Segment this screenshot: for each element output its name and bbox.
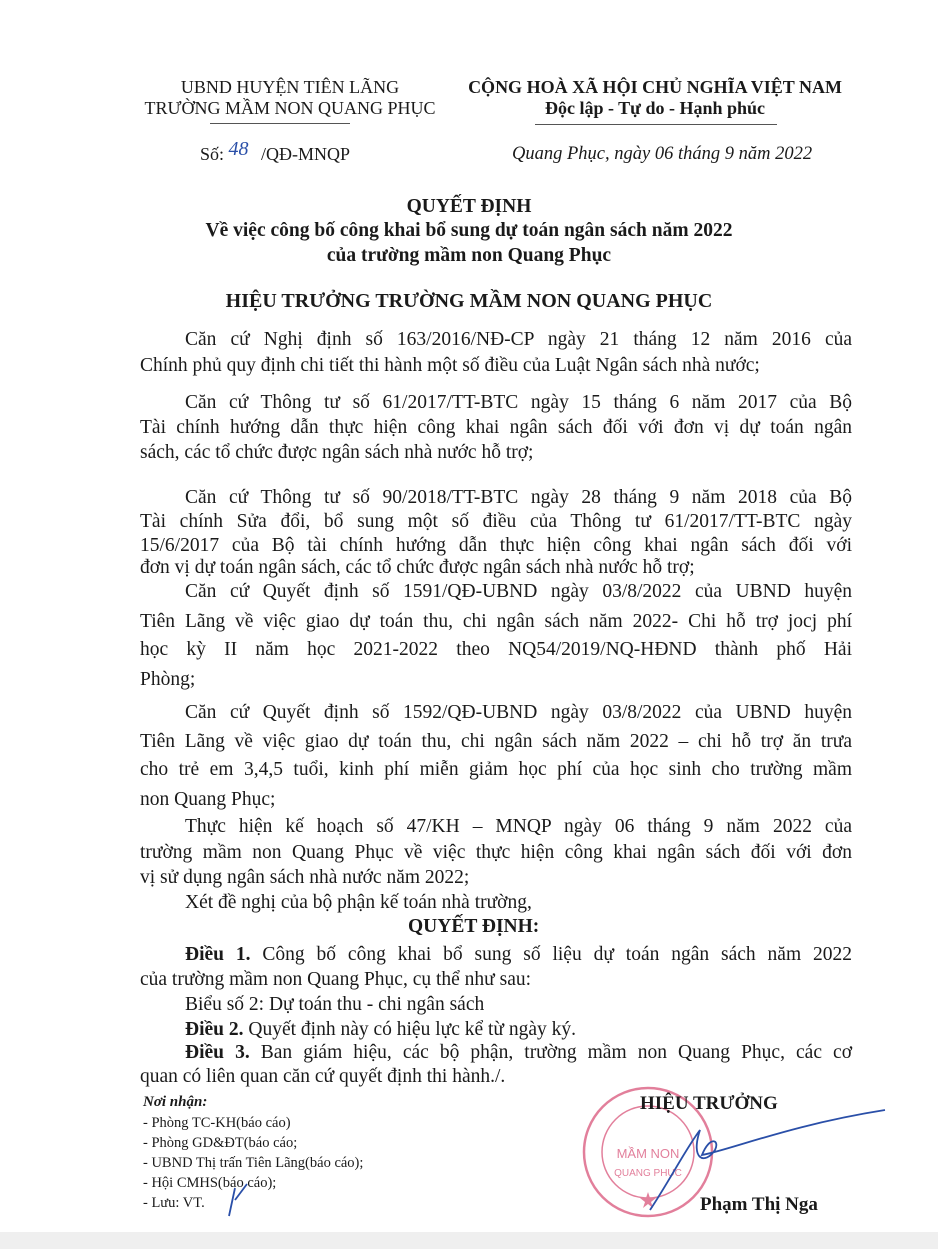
line-text: Ban giám hiệu, các bộ phận, trường mầm non Quang Phục, các cơ	[249, 1042, 853, 1063]
body-line	[185, 581, 852, 603]
body-line	[140, 557, 695, 579]
line-text: Tài chính Sửa đổi, bổ sung một số điều của Thông tư 61/2017/TT-BTC ngày	[140, 511, 852, 532]
body-line	[185, 1042, 852, 1064]
body-line	[140, 1066, 505, 1088]
signatory-name: Phạm Thị Nga	[700, 1194, 818, 1215]
issuing-authority: HIỆU TRƯỞNG TRƯỜNG MẦM NON QUANG PHỤC	[225, 290, 713, 312]
article-label: Điều 2.	[185, 1019, 244, 1040]
line-text: cho trẻ em 3,4,5 tuổi, kinh phí miễn giảm học phí của học sinh cho trường mầm	[140, 759, 852, 780]
line-text: Phòng;	[140, 669, 196, 690]
line-text: sách, các tổ chức được ngân sách nhà nước hỗ trợ;	[140, 442, 534, 463]
body-line	[140, 789, 275, 811]
line-text: Căn cứ Quyết định số 1592/QĐ-UBND ngày 03/8/2022 của UBND huyện	[185, 702, 852, 723]
line-text: Công bố công khai bổ sung số liệu dự toán ngân sách năm 2022	[250, 944, 853, 965]
recipient-item: - Phòng TC-KH(báo cáo)	[143, 1115, 291, 1131]
initial-mark-icon	[225, 1180, 255, 1220]
recipient-item: - Phòng GD&ĐT(báo cáo;	[143, 1135, 298, 1151]
line-text: Chính phủ quy định chi tiết thi hành một số điều của Luật Ngân sách nhà nước;	[140, 355, 760, 376]
line-text: Căn cứ Thông tư số 90/2018/TT-BTC ngày 28 tháng 9 năm 2018 của Bộ	[185, 487, 852, 508]
body-line	[140, 669, 195, 691]
article-label: Điều 3.	[185, 1042, 250, 1063]
line-text: Tài chính hướng dẫn thực hiện công khai ngân sách đối với đơn vị dự toán ngân	[140, 417, 852, 438]
line-text: Biểu số 2: Dự toán thu - chi ngân sách	[185, 994, 485, 1015]
line-text: 15/6/2017 của Bộ tài chính hướng dẫn thực hiện công khai ngân sách đối với	[140, 535, 852, 556]
number-prefix: Số:	[200, 144, 225, 164]
body-line	[185, 487, 852, 509]
article-label: Điều 1.	[185, 944, 251, 965]
issuer-line1: UBND HUYỆN TIÊN LÃNG	[180, 77, 400, 97]
recipients-title: Nơi nhận:	[143, 1094, 208, 1110]
signatory-position: HIỆU TRƯỞNG	[640, 1093, 778, 1114]
line-text: của trường mầm non Quang Phục, cụ thể như sau:	[140, 969, 532, 990]
line-text: Quyết định này có hiệu lực kể từ ngày ký.	[243, 1019, 577, 1040]
body-line	[140, 731, 852, 753]
line-text: Căn cứ Thông tư số 61/2017/TT-BTC ngày 15 tháng 6 năm 2017 của Bộ	[185, 392, 852, 413]
recipient-item: - Hội CMHS(báo cáo);	[143, 1175, 277, 1191]
body-line	[140, 969, 531, 991]
body-line	[185, 392, 852, 414]
issuer-underline	[210, 123, 350, 124]
document-subtitle-1: Về việc công bố công khai bổ sung dự toán ngân sách năm 2022	[205, 220, 733, 241]
document-subtitle-2: của trường mầm non Quang Phục	[326, 245, 612, 266]
line-text: Tiên Lãng về việc giao dự toán thu, chi ngân sách năm 2022- Chi hỗ trợ jocj phí	[140, 611, 852, 632]
body-line	[140, 611, 852, 633]
line-text: vị sử dụng ngân sách nhà nước năm 2022;	[140, 867, 470, 888]
body-line	[185, 994, 484, 1016]
body-line	[185, 944, 852, 966]
line-text: Căn cứ Nghị định số 163/2016/NĐ-CP ngày 21 tháng 12 năm 2016 của	[185, 329, 852, 350]
body-line	[140, 535, 852, 557]
body-line	[185, 1019, 576, 1041]
line-text: quan có liên quan căn cứ quyết định thi hành./.	[140, 1066, 506, 1087]
body-line	[185, 329, 852, 351]
body-line	[140, 842, 852, 864]
line-text: trường mầm non Quang Phục về việc thực hiện công khai ngân sách đối với đơn	[140, 842, 852, 863]
line-text: Xét đề nghị của bộ phận kế toán nhà trường,	[185, 892, 532, 913]
recipient-item: - UBND Thị trấn Tiên Lãng(báo cáo);	[143, 1155, 364, 1171]
body-line	[140, 417, 852, 439]
line-text: học kỳ II năm học 2021-2022 theo NQ54/2019/NQ-HĐND thành phố Hải	[140, 639, 852, 660]
nation-line1: CỘNG HOÀ XÃ HỘI CHỦ NGHĨA VIỆT NAM	[468, 77, 842, 97]
body-line	[140, 355, 760, 377]
handwritten-number: 48	[228, 138, 249, 160]
line-text: Căn cứ Quyết định số 1591/QĐ-UBND ngày 03/8/2022 của UBND huyện	[185, 581, 852, 602]
nation-motto: Độc lập - Tự do - Hạnh phúc	[544, 98, 766, 118]
stamp-text-1: MẦM NON	[616, 1146, 680, 1161]
recipient-item: - Lưu: VT.	[143, 1195, 205, 1211]
line-text: đơn vị dự toán ngân sách, các tổ chức được ngân sách nhà nước hỗ trợ;	[140, 557, 695, 578]
line-text: Tiên Lãng về việc giao dự toán thu, chi ngân sách năm 2022 – chi hỗ trợ ăn trưa	[140, 731, 852, 752]
body-line	[140, 759, 852, 781]
body-line	[140, 442, 533, 464]
issuer-line2: TRƯỜNG MẦM NON QUANG PHỤC	[144, 98, 436, 118]
line-text: non Quang Phục;	[140, 789, 276, 810]
body-line	[185, 702, 852, 724]
place-date: Quang Phục, ngày 06 tháng 9 năm 2022	[512, 144, 813, 164]
body-line	[185, 892, 532, 914]
line-text: Thực hiện kế hoạch số 47/KH – MNQP ngày 06 tháng 9 năm 2022 của	[185, 816, 852, 837]
page-bottom-edge	[0, 1232, 938, 1249]
document-number	[200, 138, 351, 165]
motto-underline	[535, 124, 777, 125]
body-line	[140, 639, 852, 661]
document-title: QUYẾT ĐỊNH	[406, 196, 532, 217]
decision-heading: QUYẾT ĐỊNH:	[408, 916, 540, 937]
stamp-text-2: QUANG PHỤC	[614, 1168, 682, 1179]
body-line	[140, 511, 852, 533]
body-line	[140, 867, 469, 889]
number-suffix: /QĐ-MNQP	[261, 144, 351, 164]
body-line	[185, 816, 852, 838]
